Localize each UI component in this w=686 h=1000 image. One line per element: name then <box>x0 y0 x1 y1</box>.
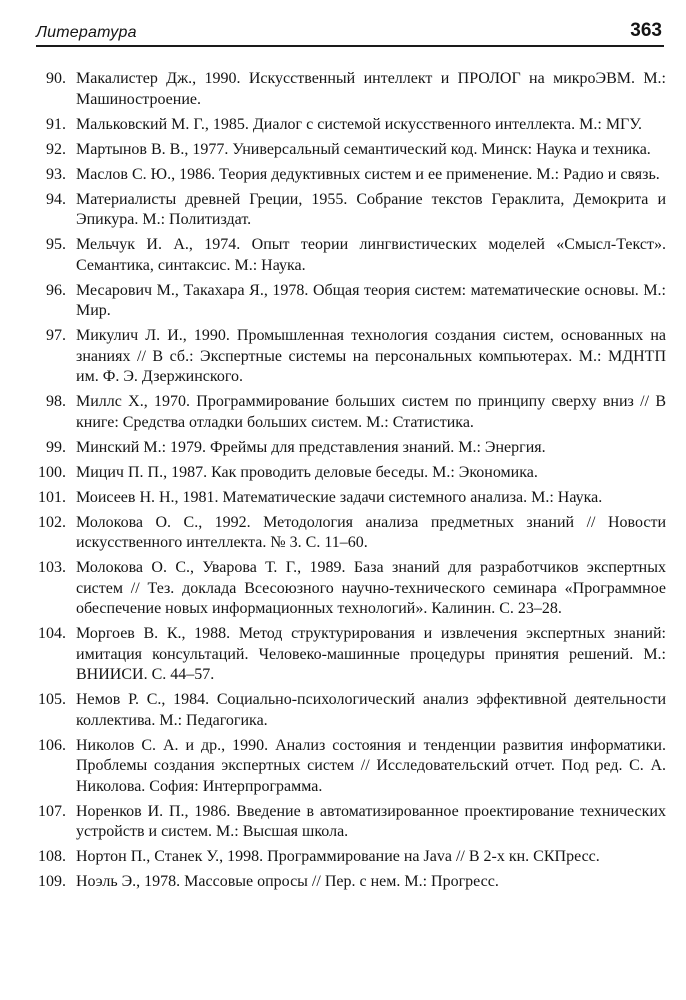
reference-text: Нортон П., Станек У., 1998. Программирование на Java // В 2-х кн. СКПресс. <box>76 848 600 865</box>
reference-item <box>30 235 666 276</box>
reference-item <box>30 488 666 509</box>
reference-item <box>30 624 666 686</box>
reference-number: 102. <box>38 513 66 531</box>
page-number: 363 <box>630 20 662 41</box>
reference-number: 104. <box>38 625 66 642</box>
reference-text: Моргоев В. К., 1988. Метод структурирования и извлечения экспертных знаний: имитация консультаций. Человеко-машинные процедуры принятия решений. М.: ВНИИСИ. С. 44–57. <box>76 625 666 683</box>
reference-number: 97. <box>46 327 66 344</box>
reference-number: 91. <box>46 115 66 133</box>
reference-text: Макалистер Дж., 1990. Искусственный интеллект и ПРОЛОГ на микроЭВМ. М.: Машиностроение. <box>76 70 666 108</box>
reference-item <box>30 392 666 433</box>
reference-text: Минский М.: 1979. Фреймы для представления знаний. М.: Энергия. <box>76 438 546 456</box>
reference-item <box>30 165 666 186</box>
reference-text: Миллс Х., 1970. Программирование больших систем по принципу сверху вниз // В книге: Средства отладки больших систем. М.: Статистика. <box>76 393 666 431</box>
reference-number: 92. <box>46 140 66 158</box>
reference-number: 101. <box>38 488 66 506</box>
reference-item <box>30 558 666 620</box>
reference-text: Мартынов В. В., 1977. Универсальный семантический код. Минск: Наука и техника. <box>76 140 651 158</box>
reference-item <box>30 140 666 161</box>
running-head <box>36 18 668 46</box>
reference-number: 106. <box>38 736 66 754</box>
reference-number: 109. <box>38 873 66 890</box>
reference-text: Микулич Л. И., 1990. Промышленная технология создания систем, основанных на знаниях // В сб.: Экспертные системы на персональных компьютерах. М.: МДНТП им. Ф. Э. Дзержинского. <box>76 327 666 385</box>
reference-text: Маслов С. Ю., 1986. Теория дедуктивных систем и ее применение. М.: Радио и связь. <box>76 165 660 183</box>
reference-text: Моисеев Н. Н., 1981. Математические задачи системного анализа. М.: Наука. <box>76 488 603 506</box>
reference-item <box>30 438 666 459</box>
reference-text: Молокова О. С., 1992. Методология анализа предметных знаний // Новости искусственного интеллекта. № 3. С. 11–60. <box>76 513 666 551</box>
reference-number: 107. <box>38 802 66 820</box>
reference-text: Ноэль Э., 1978. Массовые опросы // Пер. с нем. М.: Прогресс. <box>76 873 499 890</box>
reference-number: 108. <box>38 848 66 865</box>
reference-item <box>30 872 666 893</box>
reference-number: 99. <box>46 438 66 456</box>
section-title: Литература <box>36 24 137 41</box>
reference-item <box>30 281 666 322</box>
reference-number: 103. <box>38 559 66 576</box>
reference-item <box>30 513 666 554</box>
reference-text: Норенков И. П., 1986. Введение в автоматизированное проектирование технических устройств и систем. М.: Высшая школа. <box>76 802 666 840</box>
reference-number: 90. <box>46 70 66 87</box>
reference-number: 95. <box>46 236 66 253</box>
reference-text: Месарович М., Такахара Я., 1978. Общая теория систем: математические основы. М.: Мир. <box>76 281 666 319</box>
reference-number: 100. <box>38 463 66 481</box>
reference-text: Мицич П. П., 1987. Как проводить деловые беседы. М.: Экономика. <box>76 463 538 481</box>
reference-list <box>30 69 666 897</box>
reference-number: 98. <box>46 393 66 410</box>
reference-item <box>30 115 666 136</box>
reference-text: Николов С. А. и др., 1990. Анализ состояния и тенденции развития информатики. Проблемы создания экспертных систем // Исследовательский отчет. Под ред. С. А. Николова. София: Интерпрограмма. <box>76 736 666 795</box>
reference-number: 93. <box>46 165 66 183</box>
reference-text: Молокова О. С., Уварова Т. Г., 1989. База знаний для разработчиков экспертных систем // Тез. доклада Всесоюзного научно-технического семинара «Программное обеспечение новых информационных технологий». Калинин. С. 23–28. <box>76 559 666 617</box>
reference-item <box>30 736 666 798</box>
reference-text: Немов Р. С., 1984. Социально-психологический анализ эффективной деятельности коллектива. М.: Педагогика. <box>76 691 666 729</box>
reference-text: Мельчук И. А., 1974. Опыт теории лингвистических моделей «Смысл-Текст». Семантика, синтаксис. М.: Наука. <box>76 236 666 274</box>
reference-item <box>30 802 666 843</box>
reference-item <box>30 690 666 731</box>
reference-item <box>30 69 666 110</box>
reference-number: 105. <box>38 691 66 708</box>
reference-text: Мальковский М. Г., 1985. Диалог с системой искусственного интеллекта. М.: МГУ. <box>76 115 643 133</box>
reference-number: 94. <box>46 190 66 208</box>
reference-item <box>30 326 666 388</box>
reference-item <box>30 847 666 868</box>
reference-item <box>30 190 666 231</box>
reference-text: Материалисты древней Греции, 1955. Собрание текстов Гераклита, Демокрита и Эпикура. М.: Политиздат. <box>76 190 666 228</box>
header-rule <box>36 45 664 47</box>
reference-item <box>30 463 666 484</box>
reference-number: 96. <box>46 281 66 299</box>
